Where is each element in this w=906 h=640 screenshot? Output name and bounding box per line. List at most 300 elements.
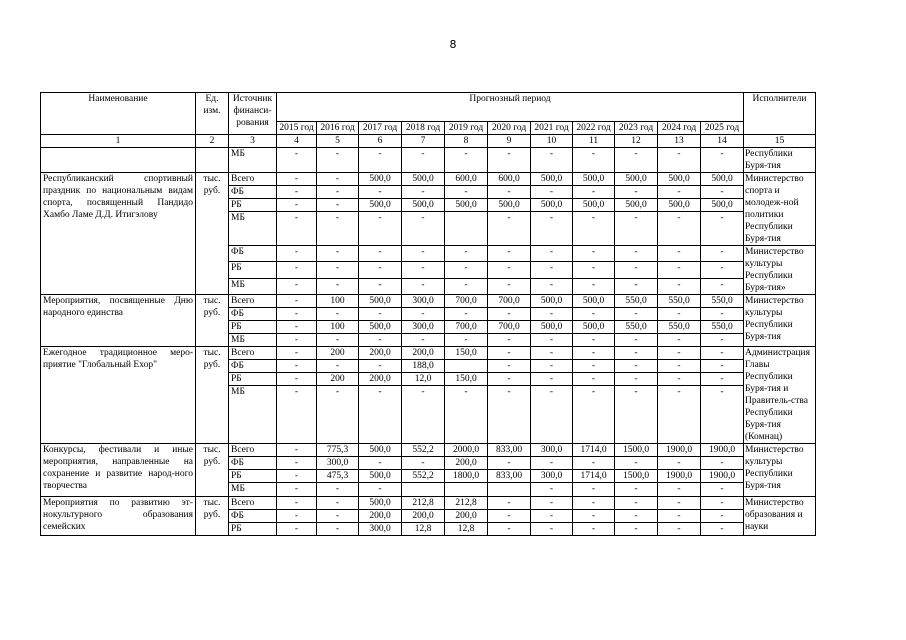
source-cell: МБ <box>229 148 277 173</box>
value-cell: 775,3 <box>317 444 359 457</box>
source-cell: ФБ <box>229 360 277 373</box>
value-cell: 200,0 <box>445 457 488 470</box>
header-row-1 <box>41 93 816 122</box>
value-cell: - <box>658 334 701 347</box>
column-number: 9 <box>488 135 531 148</box>
column-number: 12 <box>615 135 658 148</box>
value-cell: - <box>531 148 573 173</box>
value-cell: - <box>402 386 445 444</box>
value-cell: - <box>277 262 317 278</box>
source-cell: РБ <box>229 321 277 334</box>
value-cell: - <box>317 497 359 510</box>
value-cell: 833,00 <box>488 444 531 457</box>
value-cell: - <box>317 360 359 373</box>
value-cell: - <box>658 497 701 510</box>
value-cell: - <box>658 457 701 470</box>
value-cell: - <box>701 212 744 246</box>
value-cell: - <box>317 386 359 444</box>
value-cell: 550,0 <box>658 295 701 308</box>
value-cell: - <box>359 457 402 470</box>
year-header: 2022 год <box>573 122 615 135</box>
table-row <box>41 347 816 360</box>
value-cell: - <box>402 148 445 173</box>
table-row <box>41 497 816 510</box>
value-cell: 500,0 <box>658 199 701 212</box>
value-cell: - <box>359 246 402 262</box>
value-cell: 500,0 <box>359 321 402 334</box>
value-cell: 500,0 <box>531 199 573 212</box>
value-cell: 1500,0 <box>615 470 658 483</box>
value-cell: 600,0 <box>445 173 488 186</box>
value-cell: 500,0 <box>573 173 615 186</box>
source-cell: МБ <box>229 278 277 294</box>
value-cell: 200 <box>317 347 359 360</box>
value-cell: - <box>615 148 658 173</box>
value-cell: - <box>573 347 615 360</box>
value-cell: - <box>317 510 359 523</box>
value-cell: 200,0 <box>402 347 445 360</box>
value-cell: - <box>615 360 658 373</box>
year-header: 2016 год <box>317 122 359 135</box>
header-name: Наименование <box>41 93 196 135</box>
value-cell: - <box>701 262 744 278</box>
value-cell: - <box>277 295 317 308</box>
executor-cell: Администрация Главы Республики Буря-тия и Правитель-ства Республики Буря-тия (Комнац) <box>744 347 816 444</box>
value-cell: 500,0 <box>402 173 445 186</box>
item-name: Конкурсы, фестивали и иные мероприятия, направленные на сохранение и развитие народ-ного творчества <box>41 444 196 497</box>
value-cell: - <box>531 523 573 536</box>
value-cell: - <box>615 373 658 386</box>
value-cell: 500,0 <box>573 199 615 212</box>
value-cell: - <box>402 457 445 470</box>
header-period: Прогнозный период <box>277 93 744 122</box>
value-cell: - <box>658 262 701 278</box>
source-cell: Всего <box>229 497 277 510</box>
value-cell: - <box>488 262 531 278</box>
value-cell: 200,0 <box>359 373 402 386</box>
value-cell: - <box>701 347 744 360</box>
value-cell <box>445 360 488 373</box>
source-cell: МБ <box>229 334 277 347</box>
value-cell: - <box>658 148 701 173</box>
unit-cell: тыс. руб. <box>196 173 229 295</box>
executor-cell: Республики Буря-тия <box>744 148 816 173</box>
value-cell: - <box>701 148 744 173</box>
value-cell: - <box>615 278 658 294</box>
value-cell: - <box>277 497 317 510</box>
value-cell: - <box>359 334 402 347</box>
value-cell: - <box>701 523 744 536</box>
value-cell: - <box>573 148 615 173</box>
column-number: 8 <box>445 135 488 148</box>
value-cell <box>445 483 488 497</box>
source-cell: Всего <box>229 444 277 457</box>
value-cell: 300,0 <box>359 523 402 536</box>
value-cell: - <box>701 186 744 199</box>
year-header: 2024 год <box>658 122 701 135</box>
value-cell: 500,0 <box>488 199 531 212</box>
value-cell: 500,0 <box>359 470 402 483</box>
value-cell: - <box>445 148 488 173</box>
value-cell: 100 <box>317 295 359 308</box>
value-cell: - <box>573 262 615 278</box>
column-number: 6 <box>359 135 402 148</box>
value-cell: 2000,0 <box>445 444 488 457</box>
value-cell: 833,00 <box>488 470 531 483</box>
value-cell: 500,0 <box>359 444 402 457</box>
value-cell: - <box>277 308 317 321</box>
source-cell: Всего <box>229 295 277 308</box>
executor-cell: Министерство спорта и молодеж-ной политики Республики Буря-тия <box>744 173 816 246</box>
value-cell: - <box>402 308 445 321</box>
executor-cell: Министерство образования и науки <box>744 497 816 536</box>
value-cell: - <box>701 360 744 373</box>
value-cell: - <box>531 262 573 278</box>
value-cell: - <box>531 457 573 470</box>
value-cell: - <box>573 212 615 246</box>
value-cell: - <box>573 360 615 373</box>
value-cell: - <box>658 308 701 321</box>
value-cell: - <box>277 457 317 470</box>
value-cell: 12,8 <box>402 523 445 536</box>
value-cell: - <box>488 148 531 173</box>
value-cell: - <box>531 246 573 262</box>
value-cell: - <box>488 497 531 510</box>
value-cell: 500,0 <box>701 199 744 212</box>
value-cell: - <box>701 497 744 510</box>
source-cell: МБ <box>229 212 277 246</box>
value-cell: - <box>488 510 531 523</box>
value-cell: 1800,0 <box>445 470 488 483</box>
value-cell: - <box>317 199 359 212</box>
value-cell: - <box>488 212 531 246</box>
value-cell <box>445 212 488 246</box>
header-numbers-row <box>41 135 816 148</box>
value-cell: - <box>359 386 402 444</box>
value-cell: 100 <box>317 321 359 334</box>
value-cell: 500,0 <box>359 295 402 308</box>
table-row <box>41 295 816 308</box>
value-cell: - <box>531 483 573 497</box>
value-cell: - <box>573 246 615 262</box>
value-cell: - <box>573 278 615 294</box>
value-cell: - <box>573 373 615 386</box>
value-cell: - <box>658 186 701 199</box>
column-number: 10 <box>531 135 573 148</box>
value-cell: 500,0 <box>658 173 701 186</box>
value-cell <box>402 483 445 497</box>
value-cell: - <box>573 523 615 536</box>
value-cell: - <box>615 457 658 470</box>
source-cell: ФБ <box>229 510 277 523</box>
value-cell: - <box>277 483 317 497</box>
executor-cell: Министерство культуры Республики Буря-тия <box>744 444 816 497</box>
value-cell: - <box>658 483 701 497</box>
source-cell: РБ <box>229 262 277 278</box>
source-cell: РБ <box>229 199 277 212</box>
source-cell: ФБ <box>229 457 277 470</box>
value-cell: 212,8 <box>445 497 488 510</box>
value-cell: - <box>402 246 445 262</box>
value-cell: - <box>402 186 445 199</box>
value-cell: 500,0 <box>445 199 488 212</box>
value-cell: - <box>402 278 445 294</box>
value-cell: 500,0 <box>573 321 615 334</box>
value-cell: - <box>573 457 615 470</box>
value-cell: - <box>615 186 658 199</box>
source-cell: РБ <box>229 373 277 386</box>
value-cell: - <box>488 457 531 470</box>
value-cell: - <box>573 308 615 321</box>
value-cell: - <box>445 186 488 199</box>
item-name: Мероприятия, посвященные Дню народного единства <box>41 295 196 347</box>
value-cell: 500,0 <box>531 173 573 186</box>
year-header: 2019 год <box>445 122 488 135</box>
value-cell: - <box>277 347 317 360</box>
column-number: 11 <box>573 135 615 148</box>
value-cell: - <box>402 262 445 278</box>
value-cell: - <box>615 262 658 278</box>
value-cell: 500,0 <box>359 497 402 510</box>
value-cell: - <box>317 246 359 262</box>
value-cell: - <box>402 334 445 347</box>
name-cell <box>41 148 196 173</box>
value-cell: - <box>359 212 402 246</box>
value-cell: 1714,0 <box>573 470 615 483</box>
value-cell: - <box>277 173 317 186</box>
column-number: 7 <box>402 135 445 148</box>
value-cell: - <box>531 308 573 321</box>
value-cell: - <box>277 444 317 457</box>
year-header: 2023 год <box>615 122 658 135</box>
value-cell: - <box>615 386 658 444</box>
value-cell: 300,0 <box>317 457 359 470</box>
source-cell: ФБ <box>229 308 277 321</box>
value-cell: 1900,0 <box>701 470 744 483</box>
value-cell: - <box>658 510 701 523</box>
value-cell: - <box>277 148 317 173</box>
value-cell: 200,0 <box>359 347 402 360</box>
year-header: 2017 год <box>359 122 402 135</box>
unit-cell: тыс. руб. <box>196 497 229 536</box>
value-cell: - <box>573 186 615 199</box>
value-cell: 200,0 <box>402 510 445 523</box>
value-cell: - <box>488 278 531 294</box>
value-cell: - <box>359 278 402 294</box>
value-cell: 700,0 <box>445 321 488 334</box>
value-cell: - <box>531 334 573 347</box>
column-number: 15 <box>744 135 816 148</box>
source-cell: МБ <box>229 386 277 444</box>
value-cell: 200 <box>317 373 359 386</box>
year-header: 2020 год <box>488 122 531 135</box>
unit-cell: тыс. руб. <box>196 347 229 444</box>
year-header: 2021 год <box>531 122 573 135</box>
value-cell: 500,0 <box>615 173 658 186</box>
value-cell: - <box>615 334 658 347</box>
value-cell: - <box>317 262 359 278</box>
value-cell: - <box>573 483 615 497</box>
value-cell: - <box>317 278 359 294</box>
value-cell: - <box>277 510 317 523</box>
value-cell: - <box>277 360 317 373</box>
value-cell: - <box>445 334 488 347</box>
value-cell: - <box>531 373 573 386</box>
value-cell: 500,0 <box>359 199 402 212</box>
value-cell: - <box>317 148 359 173</box>
value-cell: 500,0 <box>573 295 615 308</box>
value-cell: - <box>445 246 488 262</box>
value-cell: - <box>531 278 573 294</box>
value-cell: - <box>317 186 359 199</box>
value-cell: - <box>701 308 744 321</box>
value-cell: - <box>317 334 359 347</box>
value-cell: - <box>359 360 402 373</box>
value-cell: - <box>701 510 744 523</box>
value-cell: - <box>488 373 531 386</box>
value-cell: - <box>359 262 402 278</box>
value-cell: - <box>701 246 744 262</box>
column-number: 14 <box>701 135 744 148</box>
value-cell: - <box>277 321 317 334</box>
value-cell: 300,0 <box>402 321 445 334</box>
value-cell: - <box>277 386 317 444</box>
header-unit: Ед. изм. <box>196 93 229 135</box>
unit-cell <box>196 148 229 173</box>
value-cell: 500,0 <box>531 321 573 334</box>
value-cell: - <box>277 523 317 536</box>
value-cell: - <box>701 457 744 470</box>
value-cell: - <box>359 186 402 199</box>
source-cell: МБ <box>229 483 277 497</box>
value-cell: 150,0 <box>445 347 488 360</box>
value-cell: 550,0 <box>658 321 701 334</box>
column-number: 2 <box>196 135 229 148</box>
value-cell: - <box>359 483 402 497</box>
item-name: Мероприятия по развитию эт-нокультурного образования семейских <box>41 497 196 536</box>
value-cell: 700,0 <box>488 321 531 334</box>
value-cell: - <box>615 246 658 262</box>
value-cell: 200,0 <box>445 510 488 523</box>
value-cell: 1500,0 <box>615 444 658 457</box>
value-cell: 212,8 <box>402 497 445 510</box>
value-cell: - <box>531 386 573 444</box>
item-name: Республиканский спортивный праздник по национальным видам спорта, посвященный Пандидо Хамбо Ламе Д.Д. Итигэлову <box>41 173 196 295</box>
value-cell: - <box>701 386 744 444</box>
unit-cell: тыс. руб. <box>196 444 229 497</box>
value-cell: - <box>615 523 658 536</box>
value-cell: 475,3 <box>317 470 359 483</box>
value-cell: - <box>488 334 531 347</box>
value-cell: - <box>317 173 359 186</box>
table-row <box>41 444 816 457</box>
value-cell: - <box>531 212 573 246</box>
value-cell: - <box>658 278 701 294</box>
value-cell: - <box>445 308 488 321</box>
header-source: Источник финанси-рования <box>229 93 277 135</box>
value-cell: - <box>317 308 359 321</box>
column-number: 3 <box>229 135 277 148</box>
value-cell: 550,0 <box>701 321 744 334</box>
value-cell: 500,0 <box>402 199 445 212</box>
value-cell: - <box>573 497 615 510</box>
value-cell: - <box>531 347 573 360</box>
source-cell: РБ <box>229 470 277 483</box>
column-number: 4 <box>277 135 317 148</box>
value-cell: - <box>531 497 573 510</box>
year-header: 2015 год <box>277 122 317 135</box>
value-cell: 300,0 <box>531 470 573 483</box>
value-cell: 1900,0 <box>658 470 701 483</box>
value-cell: - <box>445 386 488 444</box>
year-header: 2025 год <box>701 122 744 135</box>
table-row <box>41 173 816 186</box>
value-cell: - <box>445 262 488 278</box>
value-cell: 1900,0 <box>658 444 701 457</box>
value-cell: - <box>615 483 658 497</box>
source-cell: ФБ <box>229 186 277 199</box>
value-cell: 700,0 <box>445 295 488 308</box>
value-cell: - <box>658 360 701 373</box>
value-cell: - <box>359 308 402 321</box>
value-cell: 188,0 <box>402 360 445 373</box>
value-cell: - <box>615 510 658 523</box>
value-cell: 200,0 <box>359 510 402 523</box>
value-cell: 1714,0 <box>573 444 615 457</box>
value-cell: - <box>701 483 744 497</box>
value-cell: - <box>615 347 658 360</box>
value-cell: - <box>402 212 445 246</box>
value-cell: - <box>573 386 615 444</box>
value-cell: 500,0 <box>701 173 744 186</box>
value-cell: - <box>573 334 615 347</box>
value-cell: - <box>573 510 615 523</box>
value-cell: - <box>658 347 701 360</box>
value-cell: - <box>531 186 573 199</box>
value-cell: 550,0 <box>615 321 658 334</box>
executor-cell: Министерство культуры Республики Буря-тия» <box>744 246 816 295</box>
value-cell: - <box>658 373 701 386</box>
value-cell: - <box>658 386 701 444</box>
value-cell: 552,2 <box>402 470 445 483</box>
value-cell: - <box>277 470 317 483</box>
value-cell: - <box>488 523 531 536</box>
financing-table <box>40 92 816 536</box>
column-number: 1 <box>41 135 196 148</box>
value-cell: 500,0 <box>531 295 573 308</box>
header-executors: Исполнители <box>744 93 816 135</box>
value-cell: - <box>615 212 658 246</box>
value-cell: 552,2 <box>402 444 445 457</box>
value-cell: - <box>658 523 701 536</box>
value-cell: - <box>488 308 531 321</box>
value-cell: - <box>317 483 359 497</box>
value-cell: 550,0 <box>701 295 744 308</box>
value-cell: - <box>277 334 317 347</box>
table-row <box>41 148 816 173</box>
executor-cell: Министерство культуры Республики Буря-тия <box>744 295 816 347</box>
value-cell: - <box>277 373 317 386</box>
value-cell: - <box>701 373 744 386</box>
value-cell: 300,0 <box>531 444 573 457</box>
value-cell: - <box>488 186 531 199</box>
value-cell: - <box>701 278 744 294</box>
value-cell: 300,0 <box>402 295 445 308</box>
value-cell <box>488 483 531 497</box>
year-header: 2018 год <box>402 122 445 135</box>
column-number: 5 <box>317 135 359 148</box>
value-cell: - <box>359 148 402 173</box>
